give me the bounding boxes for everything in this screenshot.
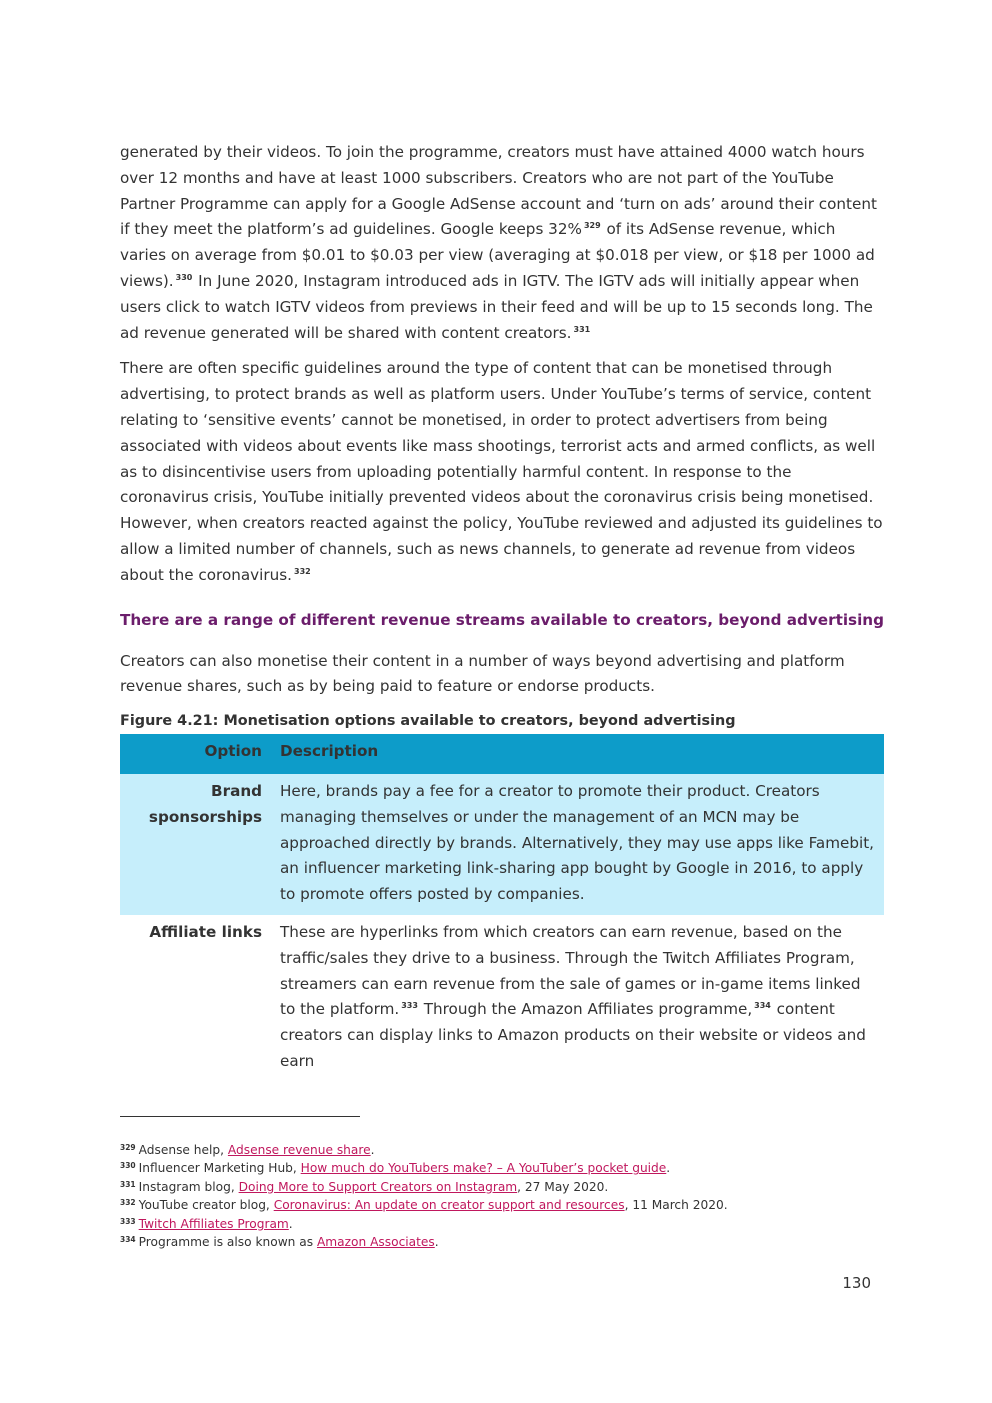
footnote-text: Instagram blog,	[138, 1179, 239, 1194]
footnote-link-twitch-affiliates[interactable]: Twitch Affiliates Program	[138, 1216, 289, 1231]
footnote-link-adsense-revenue-share[interactable]: Adsense revenue share	[227, 1143, 371, 1157]
footnote-330	[120, 1159, 884, 1177]
footnote-text: Programme is also known as	[138, 1235, 317, 1250]
column-header-option: Option	[120, 734, 272, 774]
footnote-separator	[120, 1116, 360, 1117]
footnote-334	[120, 1233, 884, 1251]
footnote-text: .	[666, 1161, 671, 1176]
figure-title: Figure 4.21: Monetisation options available to creators, beyond advertising	[120, 713, 736, 730]
footnote-number: 334	[120, 1235, 136, 1245]
description-cell-brand-sponsorships: Here, brands pay a fee for a creator to promote their product. Creators managing themselves or under the management of an MCN may be approached directly by brands. Alternatively, they may use apps like Famebit, an influencer marketing link-sharing app bought by Google in 2016, to apply to promote offers posted by companies.	[272, 774, 884, 915]
page-content	[120, 140, 884, 1082]
footnote-ref-333[interactable]: 333	[401, 1001, 418, 1011]
footnote-number: 332	[120, 1198, 136, 1208]
column-header-description: Description	[272, 734, 884, 774]
footnote-text: .	[288, 1216, 293, 1231]
footnote-link-youtubers-pocket-guide[interactable]: How much do YouTubers make? – A YouTuber’s pocket guide	[300, 1161, 667, 1176]
body-paragraph-1	[120, 140, 884, 346]
footnote-text: Influencer Marketing Hub,	[138, 1161, 301, 1176]
footnote-number: 330	[120, 1161, 136, 1171]
p2-text-a: There are often specific guidelines around the type of content that can be monetised through advertising, to protect brands as well as platform users. Under YouTube’s terms of service, content relating to ‘sensitive events’ cannot be monetised, in order to protect advertisers from being associated with videos about events like mass shootings, terrorist acts and armed conflicts, as well as to disincentivise users from uploading potentially harmful content. In response to the coronavirus crisis, YouTube initially prevented videos about the coronavirus crisis being monetised. However, when creators reacted against the policy, YouTube reviewed and adjusted its guidelines to allow a limited number of channels, such as news channels, to generate ad revenue from videos about the coronavirus.	[120, 359, 883, 584]
body-paragraph-2	[120, 356, 884, 588]
footnote-link-youtube-creator-blog[interactable]: Coronavirus: An update on creator support and resources	[273, 1198, 625, 1213]
affiliate-text-b: Through the Amazon Affiliates programme,	[418, 1000, 753, 1019]
footnote-text: .	[370, 1143, 375, 1157]
footnote-text: , 27 May 2020.	[517, 1179, 609, 1194]
footnote-text: Adsense help,	[138, 1143, 228, 1157]
p1-text-c: In June 2020, Instagram introduced ads in IGTV. The IGTV ads will initially appear when users click to watch IGTV videos from previews in their feed and will be up to 15 seconds long. The ad revenue generated will be shared with content creators.	[120, 271, 873, 342]
table-row	[120, 915, 884, 1082]
footnote-ref-330[interactable]: 330	[175, 272, 193, 282]
option-cell-affiliate-links: Affiliate links	[120, 915, 272, 1082]
p1-text-b: of its AdSense revenue, which varies on average from $0.01 to $0.03 per view (averaging at $0.018 per view, or $18 per 1000 ad views).	[120, 220, 875, 290]
footnote-329	[120, 1141, 884, 1159]
footnote-link-amazon-associates[interactable]: Amazon Associates	[316, 1235, 435, 1250]
footnote-text: , 11 March 2020.	[624, 1198, 728, 1213]
body-paragraph-3: Creators can also monetise their content in a number of ways beyond advertising and platform revenue shares, such as by being paid to feature or endorse products.	[120, 651, 845, 696]
footnote-link-instagram-blog[interactable]: Doing More to Support Creators on Instagram	[238, 1179, 518, 1194]
affiliate-text-a: These are hyperlinks from which creators can earn revenue, based on the traffic/sales they drive to a business. Through the Twitch Affiliates Program, streamers can earn revenue from the sale of games or in-game items linked to the platform.	[280, 922, 861, 1019]
page-number: 130	[842, 1274, 871, 1292]
footnote-number: 331	[120, 1179, 136, 1189]
footnote-text: YouTube creator blog,	[138, 1198, 274, 1213]
description-cell-affiliate-links	[272, 915, 884, 1082]
footnote-ref-334[interactable]: 334	[754, 1001, 771, 1011]
option-cell-brand-sponsorships: Brand sponsorships	[120, 774, 272, 915]
footnote-ref-332[interactable]: 332	[294, 566, 311, 576]
footnote-ref-329[interactable]: 329	[583, 221, 601, 231]
footnote-331	[120, 1178, 884, 1196]
footnote-ref-331[interactable]: 331	[573, 324, 591, 334]
p1-text-a: generated by their videos. To join the programme, creators must have attained 4000 watch hours over 12 months and have at least 1000 subscribers. Creators who are not part of the YouTube Partner Programme can apply for a Google AdSense account and ‘turn on ads’ around their content if they meet the platform’s ad guidelines. Google keeps 32%	[120, 143, 877, 239]
affiliate-text-c: content creators can display links to Amazon products on their website or videos and earn	[280, 1000, 866, 1070]
footnote-text: .	[434, 1235, 439, 1250]
footnotes	[120, 1141, 884, 1251]
footnote-332	[120, 1196, 884, 1214]
footnote-number: 333	[120, 1216, 136, 1226]
monetisation-options-table	[120, 734, 884, 1082]
table-header-row	[120, 734, 884, 774]
footnote-333	[120, 1215, 884, 1233]
footnote-number: 329	[120, 1143, 136, 1152]
section-subheading: There are a range of different revenue streams available to creators, beyond advertising	[120, 610, 884, 629]
table-row	[120, 774, 884, 915]
